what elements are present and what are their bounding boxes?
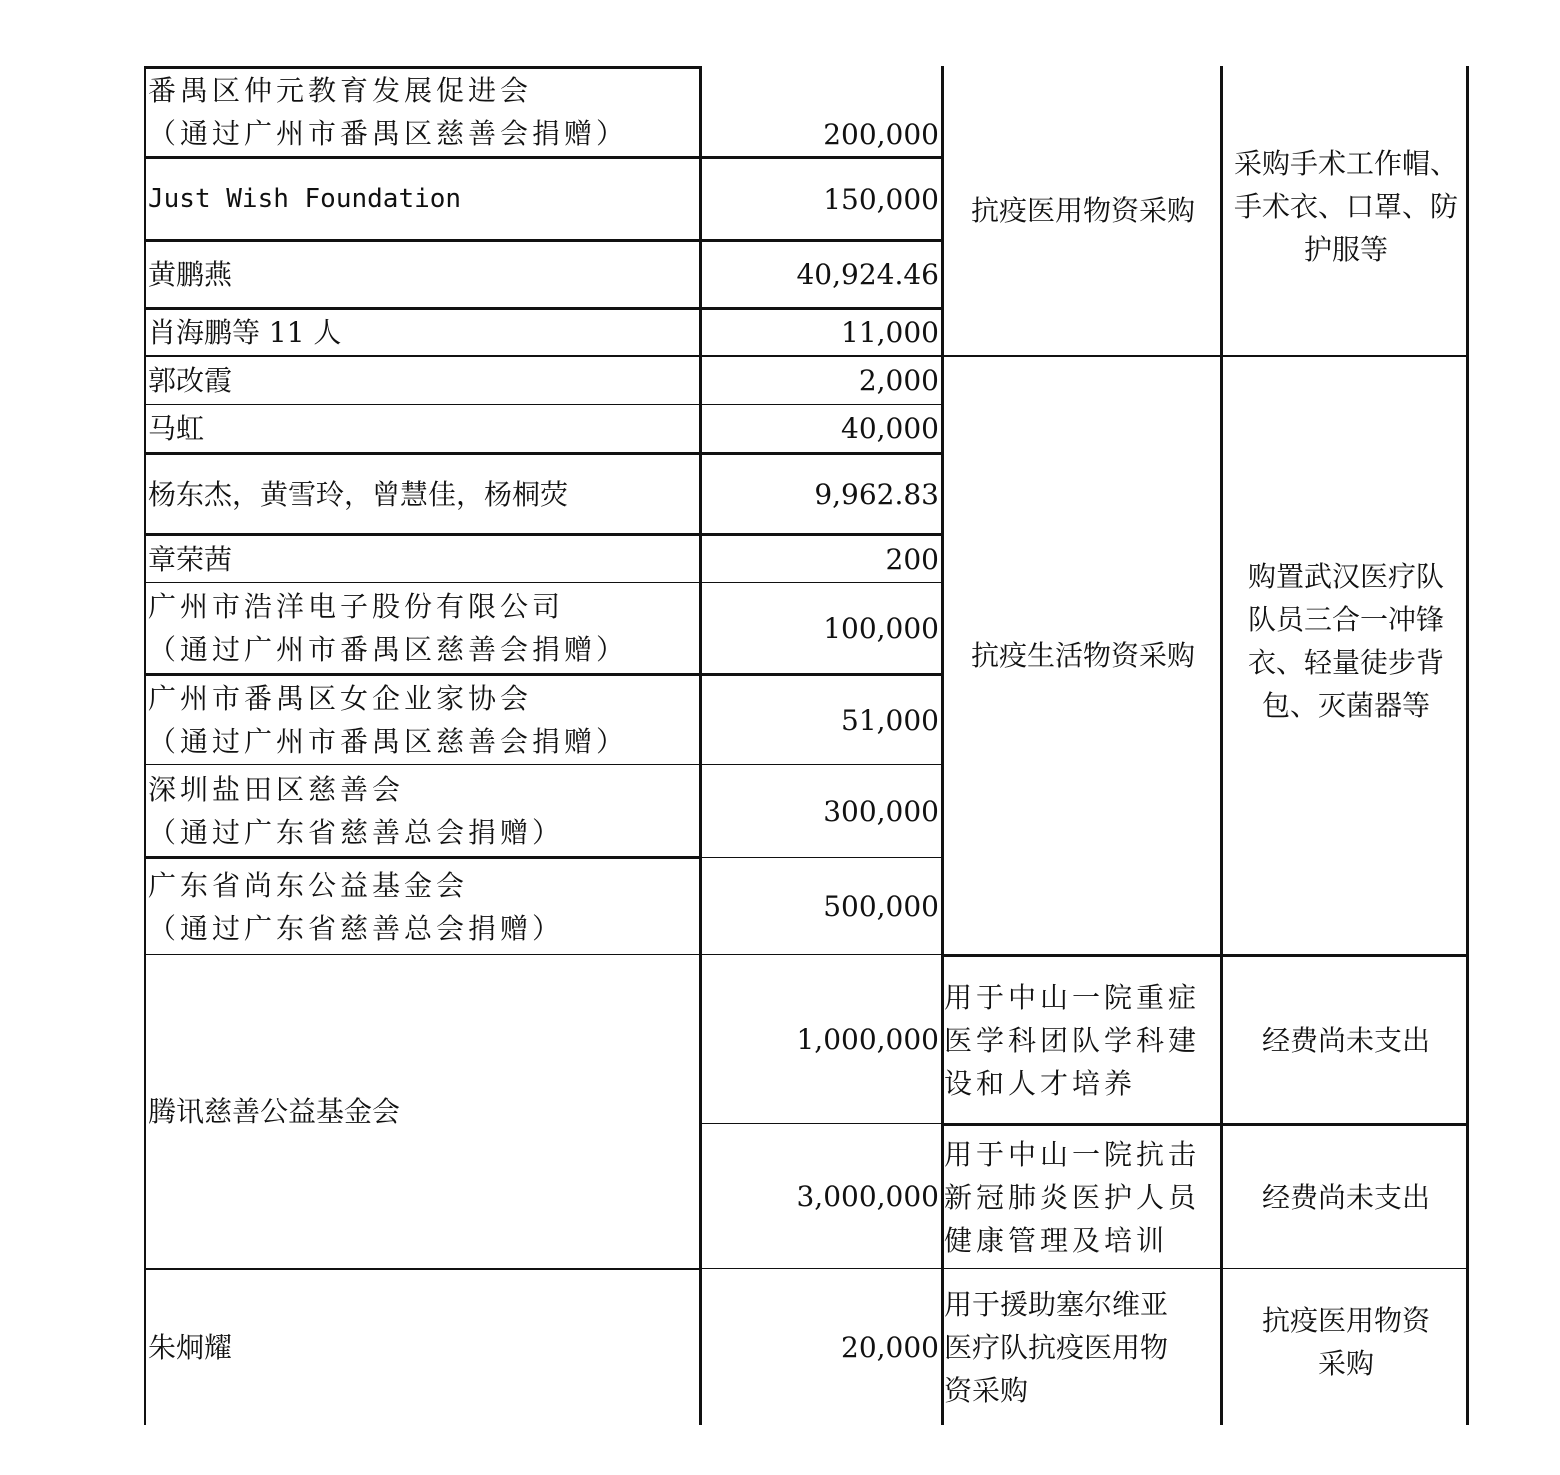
donor-name: 朱炯耀 bbox=[148, 1331, 233, 1364]
amount-cell bbox=[701, 1124, 941, 1268]
donor-name: 深圳盐田区慈善会 bbox=[148, 772, 405, 806]
amount-cell bbox=[701, 858, 941, 954]
donor-name-cell bbox=[148, 859, 698, 954]
usage-detail-text: 包、灭菌器等 bbox=[1261, 688, 1430, 722]
usage-detail-text: 队员三合一冲锋 bbox=[1247, 602, 1444, 636]
purpose-cell bbox=[944, 1126, 1222, 1268]
donor-name-cell bbox=[148, 159, 698, 239]
donor-name-cell bbox=[148, 69, 698, 156]
donor-channel: （通过广州市番禺区慈善会捐赠） bbox=[148, 117, 629, 150]
usage-detail-text: 护服等 bbox=[1303, 233, 1388, 266]
amount-cell bbox=[701, 159, 941, 239]
donor-name: 郭改霞 bbox=[148, 364, 233, 397]
purpose-cell bbox=[944, 357, 1222, 954]
purpose-text: 医疗队抗疫医用物 bbox=[944, 1330, 1169, 1364]
donor-name-cell bbox=[148, 242, 698, 307]
donor-name-cell bbox=[148, 1270, 698, 1425]
usage-detail-cell bbox=[1224, 66, 1468, 355]
donation-amount: 51,000 bbox=[841, 703, 939, 737]
donation-amount: 200 bbox=[885, 542, 939, 576]
donor-name-cell bbox=[148, 955, 698, 1268]
donor-name-cell bbox=[148, 405, 698, 452]
donor-name-cell bbox=[148, 536, 698, 582]
usage-detail-cell bbox=[1224, 1126, 1468, 1268]
purpose-cell bbox=[944, 957, 1222, 1123]
amount-cell bbox=[701, 455, 941, 533]
amount-cell bbox=[701, 1269, 941, 1425]
donor-name-cell bbox=[148, 455, 698, 533]
donor-name-cell bbox=[148, 583, 698, 673]
amount-cell bbox=[701, 676, 941, 764]
purpose-text: 新冠肺炎医护人员 bbox=[944, 1180, 1201, 1214]
donor-channel: （通过广州市番禺区慈善会捐赠） bbox=[148, 633, 629, 666]
amount-cell bbox=[701, 357, 941, 404]
donor-name: 黄鹏燕 bbox=[148, 258, 233, 291]
donor-name: 广州市番禺区女企业家协会 bbox=[148, 682, 533, 715]
amount-cell bbox=[701, 955, 941, 1123]
donor-channel: （通过广州市番禺区慈善会捐赠） bbox=[148, 725, 629, 758]
usage-detail-text: 抗疫医用物资 bbox=[1261, 1304, 1430, 1337]
purpose-text: 用于援助塞尔维亚 bbox=[944, 1287, 1169, 1321]
donor-name: Just Wish Foundation bbox=[148, 183, 462, 214]
donation-amount: 500,000 bbox=[823, 889, 939, 923]
donor-name: 广州市浩洋电子股份有限公司 bbox=[148, 590, 565, 623]
amount-cell bbox=[701, 583, 941, 673]
donor-name-cell bbox=[148, 357, 698, 404]
donation-amount: 40,924.46 bbox=[796, 258, 939, 291]
amount-cell bbox=[701, 310, 941, 355]
donation-amount: 100,000 bbox=[823, 611, 939, 645]
donation-amount: 3,000,000 bbox=[796, 1179, 939, 1213]
purpose-text: 抗疫生活物资采购 bbox=[970, 639, 1195, 672]
usage-detail-cell bbox=[1224, 1269, 1468, 1425]
donor-name: 杨东杰，黄雪玲，曾慧佳，杨桐荧 bbox=[148, 477, 569, 511]
usage-detail-text: 手术衣、口罩、防 bbox=[1233, 190, 1458, 223]
donor-name-cell bbox=[148, 765, 698, 856]
donor-name: 广东省尚东公益基金会 bbox=[148, 868, 469, 902]
donor-channel: （通过广东省慈善总会捐赠） bbox=[148, 911, 565, 945]
donation-amount: 2,000 bbox=[858, 364, 939, 397]
usage-detail-text: 衣、轻量徒步背 bbox=[1247, 645, 1444, 679]
donation-amount: 11,000 bbox=[841, 316, 939, 349]
usage-detail-text: 经费尚未支出 bbox=[1261, 1023, 1430, 1057]
donor-name: 肖海鹏等 11 人 bbox=[148, 316, 342, 349]
usage-detail-text: 采购手术工作帽、 bbox=[1233, 147, 1458, 180]
usage-detail-cell bbox=[1224, 357, 1468, 954]
amount-cell bbox=[701, 765, 941, 857]
donor-name: 番禺区仲元教育发展促进会 bbox=[148, 74, 533, 107]
donor-name-cell bbox=[148, 676, 698, 764]
purpose-text: 用于中山一院抗击 bbox=[944, 1137, 1201, 1171]
purpose-cell bbox=[944, 66, 1222, 355]
col-rule-left bbox=[144, 66, 146, 1425]
donation-amount: 20,000 bbox=[841, 1330, 939, 1364]
amount-cell bbox=[701, 242, 941, 307]
usage-detail-text: 购置武汉医疗队 bbox=[1247, 559, 1444, 593]
donation-table bbox=[144, 66, 1469, 1425]
amount-cell bbox=[701, 536, 941, 582]
donation-amount: 200,000 bbox=[823, 118, 939, 151]
usage-detail-text: 采购 bbox=[1317, 1347, 1374, 1380]
purpose-text: 抗疫医用物资采购 bbox=[970, 194, 1195, 227]
donor-name: 腾讯慈善公益基金会 bbox=[148, 1095, 401, 1128]
donation-amount: 1,000,000 bbox=[796, 1022, 939, 1056]
purpose-cell bbox=[944, 1269, 1222, 1425]
usage-detail-text: 经费尚未支出 bbox=[1261, 1180, 1430, 1214]
amount-cell bbox=[701, 405, 941, 452]
purpose-text: 健康管理及培训 bbox=[944, 1223, 1169, 1257]
purpose-text: 用于中山一院重症 bbox=[944, 980, 1201, 1014]
purpose-text: 资采购 bbox=[944, 1373, 1029, 1407]
purpose-text: 医学科团队学科建 bbox=[944, 1023, 1201, 1057]
purpose-text: 设和人才培养 bbox=[944, 1066, 1137, 1100]
donor-name: 马虹 bbox=[148, 412, 205, 445]
donation-amount: 9,962.83 bbox=[814, 477, 939, 511]
donor-name-cell bbox=[148, 310, 698, 355]
donation-amount: 40,000 bbox=[841, 412, 939, 445]
donor-name: 章荣茜 bbox=[148, 542, 233, 576]
amount-cell bbox=[701, 69, 941, 156]
donor-channel: （通过广东省慈善总会捐赠） bbox=[148, 815, 565, 849]
donation-amount: 300,000 bbox=[823, 794, 939, 828]
donation-amount: 150,000 bbox=[823, 182, 939, 216]
usage-detail-cell bbox=[1224, 957, 1468, 1123]
